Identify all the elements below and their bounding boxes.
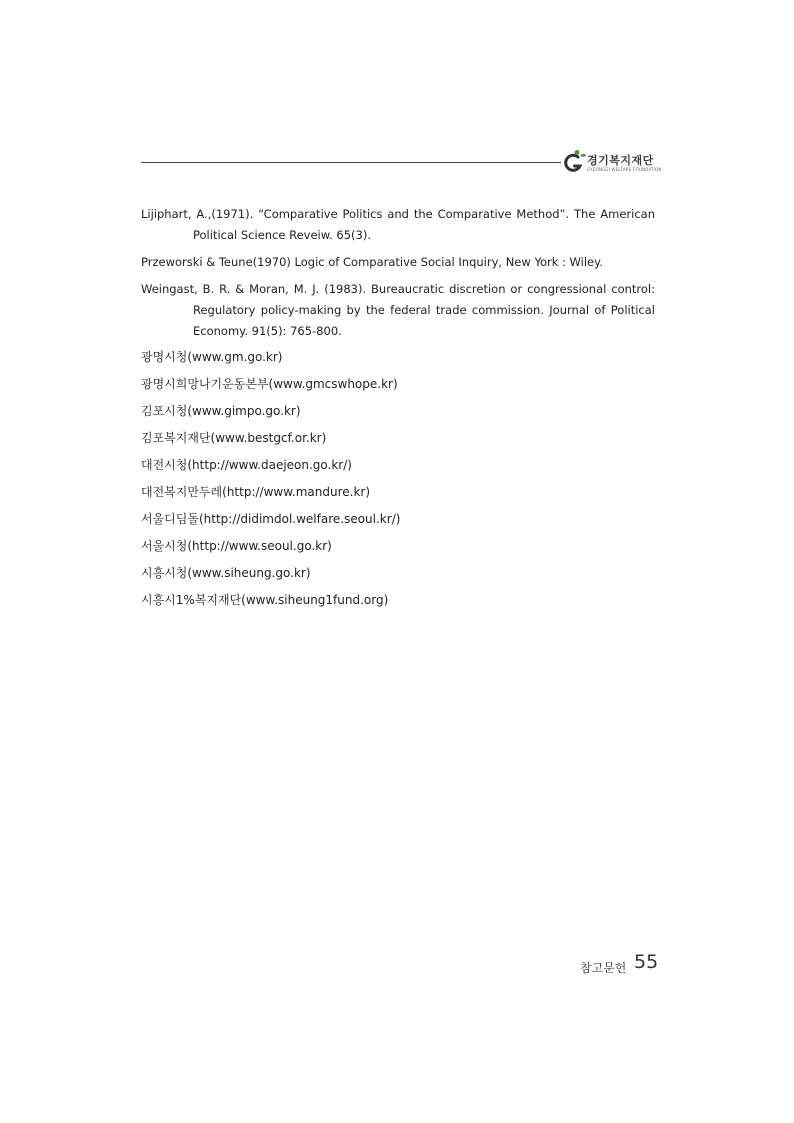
logo-name: 경기복지재단 — [587, 154, 654, 167]
page-footer — [580, 950, 660, 978]
reference-entry: Weingast, B. R. & Moran, M. J. (1983). Bureaucratic discretion or congressional control: Regulatory policy-making by the federal trade commission. Journal of Political Economy. 91(5): 765-800. — [141, 282, 655, 338]
website-entry: 광명시청(www.gm.go.kr) — [141, 350, 283, 364]
section-label: 참고문헌 — [580, 961, 627, 975]
reference-list — [141, 204, 655, 618]
website-entry: 광명시희망나기운동본부(www.gmcswhope.kr) — [141, 377, 398, 391]
website-entry: 시흥시1%복지재단(www.siheung1fund.org) — [141, 593, 389, 607]
website-entry: 서울시청(http://www.seoul.go.kr) — [141, 539, 332, 553]
logo-subtitle: GYEONGGI WELFARE FOUNDATION — [587, 167, 662, 172]
foundation-logo-icon — [563, 148, 587, 176]
reference-entry: Przeworski & Teune(1970) Logic of Comparative Social Inquiry, New York : Wiley. — [141, 255, 603, 269]
reference-entry: Lijiphart, A.,(1971). “Comparative Politics and the Comparative Method”. The American Political Science Reveiw. 65(3). — [141, 207, 655, 242]
foundation-logo — [563, 148, 663, 178]
website-entry: 김포시청(www.gimpo.go.kr) — [141, 404, 301, 418]
website-list — [141, 348, 655, 610]
website-entry: 김포복지재단(www.bestgcf.or.kr) — [141, 431, 327, 445]
website-entry: 대전시청(http://www.daejeon.go.kr/) — [141, 458, 352, 472]
header-rule — [141, 162, 561, 163]
page-number: 55 — [634, 951, 659, 973]
website-entry: 서울디딤돌(http://didimdol.welfare.seoul.kr/) — [141, 512, 401, 526]
website-entry: 대전복지만두레(http://www.mandure.kr) — [141, 485, 371, 499]
website-entry: 시흥시청(www.siheung.go.kr) — [141, 566, 311, 580]
